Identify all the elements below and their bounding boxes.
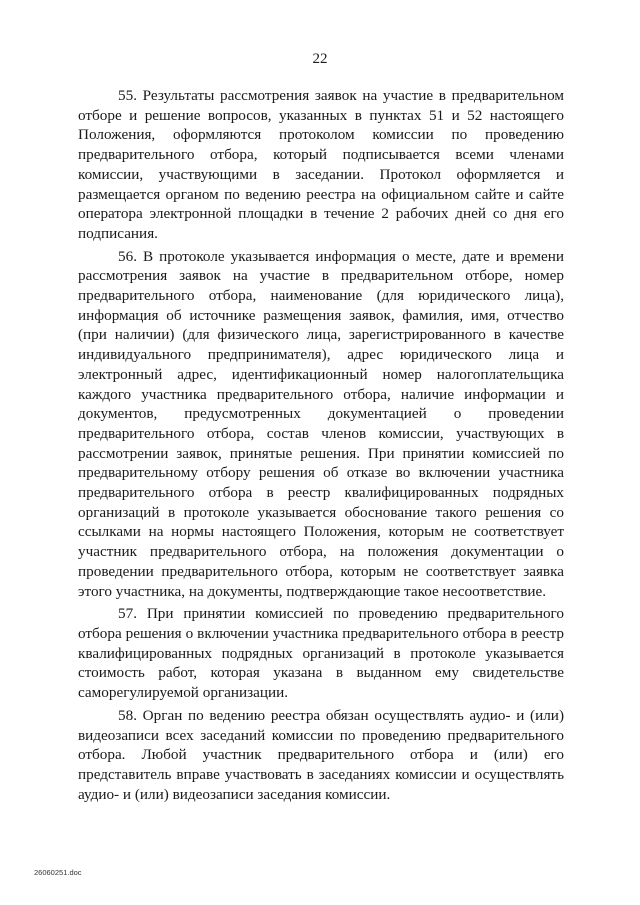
- document-file-code: 26060251.doc: [34, 868, 82, 877]
- paragraph-56: 56. В протоколе указывается информация о месте, дате и времени рассмотрения заявок на участие в предварительном отборе, номер предварительного отбора, наименование (для юридического лица), информация об источнике размещения заявок, фамилия, имя, отчество (при наличии) (для физического лица, зарегистрированного в качестве индивидуального предпринимателя), адрес юридического лица и электронный адрес, идентификационный номер налогоплательщика каждого участника предварительного отбора, наличие информации и документов, предусмотренных документацией о проведении предварительного отбора, состав членов комиссии, участвующих в рассмотрении заявок, принятые решения. При принятии комиссией по предварительному отбору решения об отказе во включении участника предварительного отбора в реестр квалифицированных подрядных организаций в протоколе указывается обоснование такого решения со ссылками на нормы настоящего Положения, которым не соответствует участник предварительного отбора, на положения документации о проведении предварительного отбора, которым не соответствует заявка этого участника, на документы, подтверждающие такое несоответствие.: [78, 247, 564, 600]
- document-body: [78, 86, 564, 807]
- paragraph-55: 55. Результаты рассмотрения заявок на участие в предварительном отборе и решение вопросов, указанных в пунктах 51 и 52 настоящего Положения, оформляются протоколом комиссии по проведению предварительного отбора, который подписывается всеми членами комиссии, участвующими в заседании. Протокол оформляется и размещается органом по ведению реестра на официальном сайте и сайте оператора электронной площадки в течение 2 рабочих дней со дня его подписания.: [78, 87, 564, 242]
- paragraph-57: 57. При принятии комиссией по проведению предварительного отбора решения о включении участника предварительного отбора в реестр квалифицированных подрядных организаций в протоколе указывается стоимость работ, которая указана в выданном ему свидетельстве саморегулируемой организации.: [78, 605, 564, 702]
- page-number: 22: [312, 51, 328, 67]
- paragraph-58: 58. Орган по ведению реестра обязан осуществлять аудио- и (или) видеозаписи всех заседаний комиссии по проведению предварительного отбора. Любой участник предварительного отбора и (или) его представитель вправе участвовать в заседаниях комиссии и осуществлять аудио- и (или) видеозаписи заседания комиссии.: [78, 706, 564, 803]
